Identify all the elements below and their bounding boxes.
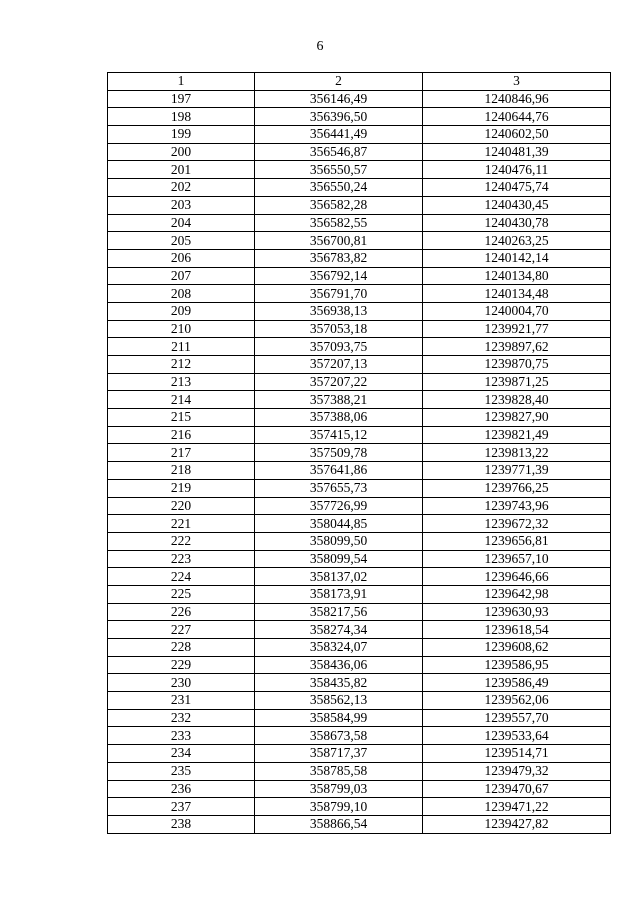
cell-point-number: 222 (108, 532, 255, 550)
table-row (108, 356, 611, 374)
cell-x-coordinate: 356783,82 (255, 249, 423, 267)
cell-y-coordinate: 1240430,78 (423, 214, 611, 232)
cell-y-coordinate: 1239608,62 (423, 639, 611, 657)
table-row (108, 143, 611, 161)
cell-y-coordinate: 1239897,62 (423, 338, 611, 356)
cell-point-number: 214 (108, 391, 255, 409)
table-row (108, 745, 611, 763)
cell-point-number: 201 (108, 161, 255, 179)
cell-x-coordinate: 356441,49 (255, 126, 423, 144)
table-row (108, 515, 611, 533)
table-row (108, 285, 611, 303)
table-row (108, 709, 611, 727)
cell-y-coordinate: 1239642,98 (423, 585, 611, 603)
table-row (108, 656, 611, 674)
cell-y-coordinate: 1239427,82 (423, 815, 611, 833)
table-row (108, 232, 611, 250)
cell-point-number: 207 (108, 267, 255, 285)
cell-x-coordinate: 356582,55 (255, 214, 423, 232)
cell-x-coordinate: 358799,03 (255, 780, 423, 798)
table-row (108, 249, 611, 267)
cell-x-coordinate: 358173,91 (255, 585, 423, 603)
table-row (108, 214, 611, 232)
cell-y-coordinate: 1239821,49 (423, 426, 611, 444)
cell-y-coordinate: 1240846,96 (423, 90, 611, 108)
cell-y-coordinate: 1240004,70 (423, 302, 611, 320)
cell-x-coordinate: 356938,13 (255, 302, 423, 320)
table-row (108, 585, 611, 603)
cell-point-number: 217 (108, 444, 255, 462)
cell-point-number: 212 (108, 356, 255, 374)
table-row (108, 409, 611, 427)
table-row (108, 497, 611, 515)
cell-point-number: 218 (108, 462, 255, 480)
cell-y-coordinate: 1239743,96 (423, 497, 611, 515)
cell-point-number: 209 (108, 302, 255, 320)
cell-y-coordinate: 1239827,90 (423, 409, 611, 427)
cell-y-coordinate: 1239657,10 (423, 550, 611, 568)
cell-point-number: 226 (108, 603, 255, 621)
cell-point-number: 236 (108, 780, 255, 798)
cell-y-coordinate: 1239871,25 (423, 373, 611, 391)
table-header (108, 73, 611, 91)
cell-point-number: 231 (108, 692, 255, 710)
table-row (108, 267, 611, 285)
cell-y-coordinate: 1240476,11 (423, 161, 611, 179)
table-row (108, 603, 611, 621)
cell-x-coordinate: 357207,13 (255, 356, 423, 374)
cell-y-coordinate: 1240644,76 (423, 108, 611, 126)
header-row (108, 73, 611, 91)
cell-x-coordinate: 358435,82 (255, 674, 423, 692)
cell-y-coordinate: 1239766,25 (423, 479, 611, 497)
cell-point-number: 198 (108, 108, 255, 126)
header-cell-x: 2 (255, 73, 423, 91)
cell-y-coordinate: 1240134,48 (423, 285, 611, 303)
table-row (108, 161, 611, 179)
cell-y-coordinate: 1240263,25 (423, 232, 611, 250)
table-row (108, 320, 611, 338)
table-row (108, 762, 611, 780)
cell-x-coordinate: 357415,12 (255, 426, 423, 444)
cell-y-coordinate: 1239557,70 (423, 709, 611, 727)
cell-x-coordinate: 358866,54 (255, 815, 423, 833)
cell-point-number: 203 (108, 196, 255, 214)
table-row (108, 90, 611, 108)
cell-x-coordinate: 358044,85 (255, 515, 423, 533)
table-row (108, 568, 611, 586)
cell-point-number: 223 (108, 550, 255, 568)
cell-point-number: 229 (108, 656, 255, 674)
cell-point-number: 221 (108, 515, 255, 533)
cell-y-coordinate: 1239646,66 (423, 568, 611, 586)
cell-point-number: 197 (108, 90, 255, 108)
cell-x-coordinate: 356550,57 (255, 161, 423, 179)
table-row (108, 621, 611, 639)
cell-point-number: 219 (108, 479, 255, 497)
cell-y-coordinate: 1239672,32 (423, 515, 611, 533)
cell-point-number: 233 (108, 727, 255, 745)
cell-point-number: 206 (108, 249, 255, 267)
cell-point-number: 199 (108, 126, 255, 144)
cell-y-coordinate: 1239562,06 (423, 692, 611, 710)
table-row (108, 373, 611, 391)
cell-x-coordinate: 357509,78 (255, 444, 423, 462)
cell-y-coordinate: 1239921,77 (423, 320, 611, 338)
cell-y-coordinate: 1239630,93 (423, 603, 611, 621)
cell-x-coordinate: 356396,50 (255, 108, 423, 126)
cell-x-coordinate: 358436,06 (255, 656, 423, 674)
table-row (108, 727, 611, 745)
header-cell-point: 1 (108, 73, 255, 91)
cell-point-number: 220 (108, 497, 255, 515)
cell-point-number: 213 (108, 373, 255, 391)
table-row (108, 798, 611, 816)
cell-x-coordinate: 358584,99 (255, 709, 423, 727)
cell-y-coordinate: 1240430,45 (423, 196, 611, 214)
cell-point-number: 215 (108, 409, 255, 427)
cell-point-number: 227 (108, 621, 255, 639)
table-body (108, 90, 611, 833)
table-row (108, 674, 611, 692)
cell-y-coordinate: 1239471,22 (423, 798, 611, 816)
cell-y-coordinate: 1240481,39 (423, 143, 611, 161)
cell-point-number: 204 (108, 214, 255, 232)
cell-x-coordinate: 358799,10 (255, 798, 423, 816)
table-row (108, 126, 611, 144)
cell-point-number: 238 (108, 815, 255, 833)
cell-point-number: 216 (108, 426, 255, 444)
cell-x-coordinate: 358324,07 (255, 639, 423, 657)
table-row (108, 196, 611, 214)
cell-y-coordinate: 1239828,40 (423, 391, 611, 409)
cell-x-coordinate: 357207,22 (255, 373, 423, 391)
cell-y-coordinate: 1239771,39 (423, 462, 611, 480)
cell-x-coordinate: 358785,58 (255, 762, 423, 780)
cell-x-coordinate: 356791,70 (255, 285, 423, 303)
cell-point-number: 234 (108, 745, 255, 763)
cell-point-number: 208 (108, 285, 255, 303)
table-row (108, 426, 611, 444)
table-row (108, 780, 611, 798)
cell-y-coordinate: 1239586,95 (423, 656, 611, 674)
cell-point-number: 228 (108, 639, 255, 657)
cell-x-coordinate: 356550,24 (255, 179, 423, 197)
table-row (108, 108, 611, 126)
cell-y-coordinate: 1239813,22 (423, 444, 611, 462)
cell-y-coordinate: 1239479,32 (423, 762, 611, 780)
cell-x-coordinate: 358217,56 (255, 603, 423, 621)
cell-point-number: 202 (108, 179, 255, 197)
cell-x-coordinate: 356792,14 (255, 267, 423, 285)
cell-x-coordinate: 358099,50 (255, 532, 423, 550)
cell-y-coordinate: 1240475,74 (423, 179, 611, 197)
cell-y-coordinate: 1239470,67 (423, 780, 611, 798)
table-row (108, 550, 611, 568)
cell-y-coordinate: 1240142,14 (423, 249, 611, 267)
cell-x-coordinate: 358673,58 (255, 727, 423, 745)
cell-x-coordinate: 358099,54 (255, 550, 423, 568)
cell-y-coordinate: 1239514,71 (423, 745, 611, 763)
cell-x-coordinate: 357093,75 (255, 338, 423, 356)
cell-x-coordinate: 357053,18 (255, 320, 423, 338)
cell-x-coordinate: 357388,21 (255, 391, 423, 409)
cell-point-number: 205 (108, 232, 255, 250)
cell-x-coordinate: 357388,06 (255, 409, 423, 427)
table-row (108, 479, 611, 497)
table-row (108, 391, 611, 409)
cell-point-number: 225 (108, 585, 255, 603)
coordinates-table (107, 72, 611, 834)
cell-x-coordinate: 356546,87 (255, 143, 423, 161)
table-row (108, 302, 611, 320)
cell-point-number: 235 (108, 762, 255, 780)
page-number: 6 (316, 39, 324, 54)
cell-point-number: 211 (108, 338, 255, 356)
cell-x-coordinate: 357726,99 (255, 497, 423, 515)
cell-point-number: 200 (108, 143, 255, 161)
cell-y-coordinate: 1239870,75 (423, 356, 611, 374)
table-row (108, 338, 611, 356)
cell-y-coordinate: 1239618,54 (423, 621, 611, 639)
cell-x-coordinate: 357655,73 (255, 479, 423, 497)
cell-point-number: 230 (108, 674, 255, 692)
cell-x-coordinate: 356146,49 (255, 90, 423, 108)
table-row (108, 692, 611, 710)
cell-point-number: 224 (108, 568, 255, 586)
cell-x-coordinate: 357641,86 (255, 462, 423, 480)
cell-y-coordinate: 1240602,50 (423, 126, 611, 144)
cell-x-coordinate: 356582,28 (255, 196, 423, 214)
cell-y-coordinate: 1240134,80 (423, 267, 611, 285)
table-row (108, 462, 611, 480)
header-cell-y: 3 (423, 73, 611, 91)
cell-point-number: 237 (108, 798, 255, 816)
cell-y-coordinate: 1239586,49 (423, 674, 611, 692)
cell-y-coordinate: 1239533,64 (423, 727, 611, 745)
cell-x-coordinate: 358562,13 (255, 692, 423, 710)
cell-x-coordinate: 358717,37 (255, 745, 423, 763)
table-row (108, 179, 611, 197)
cell-point-number: 232 (108, 709, 255, 727)
cell-x-coordinate: 356700,81 (255, 232, 423, 250)
cell-x-coordinate: 358137,02 (255, 568, 423, 586)
cell-point-number: 210 (108, 320, 255, 338)
table-row (108, 815, 611, 833)
table-row (108, 639, 611, 657)
cell-x-coordinate: 358274,34 (255, 621, 423, 639)
cell-y-coordinate: 1239656,81 (423, 532, 611, 550)
table-row (108, 444, 611, 462)
table-row (108, 532, 611, 550)
